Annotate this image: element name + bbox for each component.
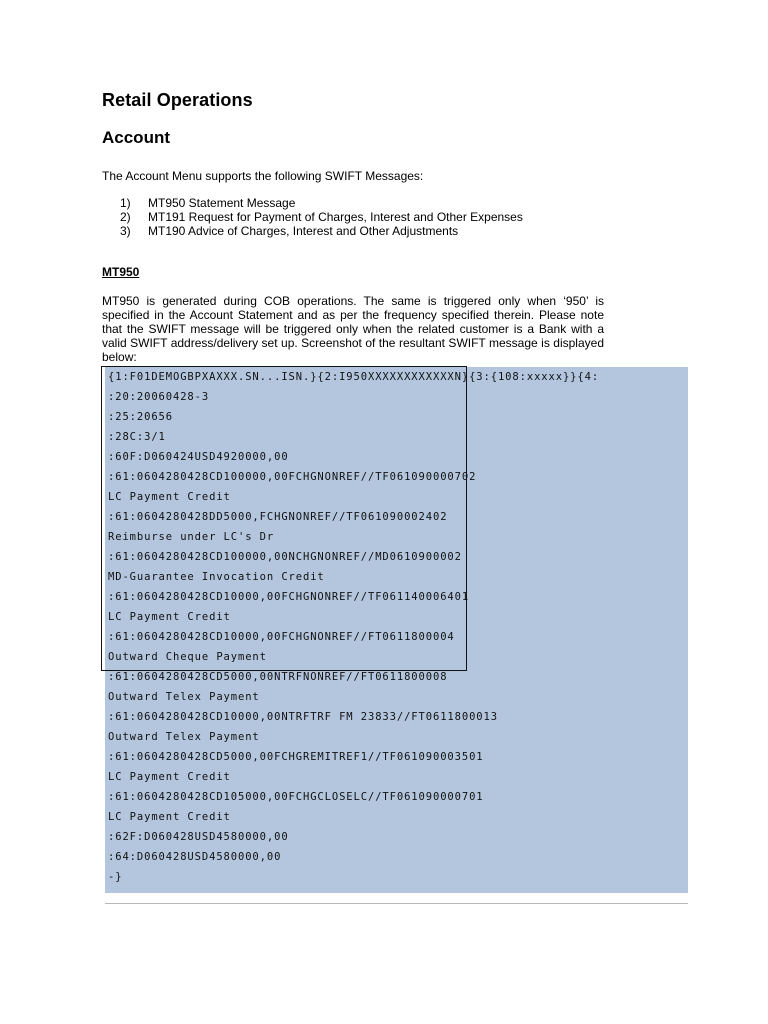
swift-line: LC Payment Credit	[108, 811, 231, 823]
swift-message-screenshot	[105, 367, 688, 893]
swift-line: Outward Telex Payment	[108, 731, 260, 743]
swift-line: :61:0604280428CD10000,00NTRFTRF FM 23833//FT0611800013	[108, 711, 498, 723]
mt950-description: MT950 is generated during COB operations. The same is triggered only when ‘950’ is specified in the Account Statement and as per the frequency specified therein. Please note that the SWIFT message will be triggered only when the related customer is a Bank with a valid SWIFT address/delivery set up. Screenshot of the resultant SWIFT message is displayed below:	[102, 294, 604, 364]
list-item	[120, 224, 523, 238]
list-item-number: 2)	[120, 210, 131, 224]
swift-line: :62F:D060428USD4580000,00	[108, 831, 289, 843]
swift-line: :61:0604280428CD100000,00FCHGNONREF//TF061090000702	[108, 471, 477, 483]
swift-line: Reimburse under LC's Dr	[108, 531, 275, 543]
swift-line: Outward Telex Payment	[108, 691, 260, 703]
swift-line: :61:0604280428CD5000,00NTRFNONREF//FT0611800008	[108, 671, 448, 683]
divider	[105, 903, 688, 904]
swift-line: MD-Guarantee Invocation Credit	[108, 571, 325, 583]
swift-line: :64:D060428USD4580000,00	[108, 851, 282, 863]
list-item	[120, 196, 523, 210]
section-title-account: Account	[102, 128, 170, 147]
list-item-number: 1)	[120, 196, 131, 210]
swift-line: {1:F01DEMOGBPXAXXX.SN...ISN.}{2:I950XXXXXXXXXXXXN}{3:{108:xxxxx}}{4:	[108, 371, 600, 383]
list-item-number: 3)	[120, 224, 131, 238]
swift-line: :61:0604280428CD100000,00NCHGNONREF//MD0610900002	[108, 551, 462, 563]
swift-line: :61:0604280428DD5000,FCHGNONREF//TF061090002402	[108, 511, 448, 523]
swift-line: :20:20060428-3	[108, 391, 210, 403]
swift-line: LC Payment Credit	[108, 611, 231, 623]
swift-line: :61:0604280428CD10000,00FCHGNONREF//FT0611800004	[108, 631, 455, 643]
swift-line: LC Payment Credit	[108, 771, 231, 783]
list-item-text: MT191 Request for Payment of Charges, Interest and Other Expenses	[148, 210, 523, 224]
swift-line: Outward Cheque Payment	[108, 651, 267, 663]
swift-line: -}	[108, 871, 123, 883]
swift-line: :61:0604280428CD5000,00FCHGREMITREF1//TF061090003501	[108, 751, 484, 763]
swift-line: :61:0604280428CD10000,00FCHGNONREF//TF061140006401	[108, 591, 470, 603]
intro-text: The Account Menu supports the following SWIFT Messages:	[102, 169, 424, 183]
swift-line: :61:0604280428CD105000,00FCHGCLOSELC//TF061090000701	[108, 791, 484, 803]
list-item-text: MT190 Advice of Charges, Interest and Other Adjustments	[148, 224, 459, 238]
list-item-text: MT950 Statement Message	[148, 196, 296, 210]
swift-message-list	[120, 196, 523, 238]
swift-message-lines	[108, 369, 599, 889]
swift-line: :25:20656	[108, 411, 173, 423]
page-title: Retail Operations	[102, 90, 253, 110]
swift-line: LC Payment Credit	[108, 491, 231, 503]
swift-line: :60F:D060424USD4920000,00	[108, 451, 289, 463]
section-heading-mt950: MT950	[102, 265, 140, 279]
list-item	[120, 210, 523, 224]
swift-line: :28C:3/1	[108, 431, 166, 443]
